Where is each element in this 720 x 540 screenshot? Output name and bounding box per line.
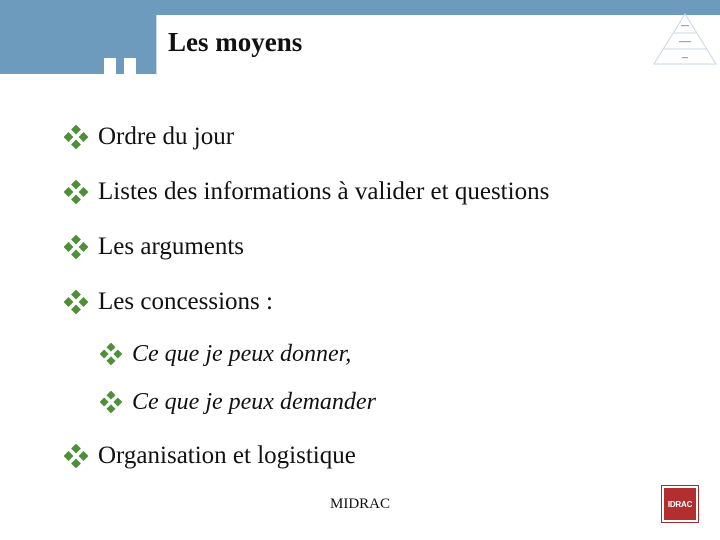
diamond-bullet-icon (100, 391, 122, 413)
diamond-bullet-icon (64, 125, 88, 149)
bullet-text: Les arguments (98, 233, 245, 260)
diamond-bullet-icon (64, 290, 88, 314)
bullet-item (64, 441, 356, 471)
diamond-bullet-icon (64, 180, 88, 204)
sub-bullet-text: Ce que je peux donner, (132, 340, 352, 367)
sub-bullet-text: Ce que je peux demander (132, 388, 376, 415)
diamond-bullet-icon (100, 343, 122, 365)
bullet-item (64, 232, 244, 262)
bullet-item (64, 287, 273, 317)
slide-title: Les moyens (168, 27, 303, 57)
diamond-bullet-icon (64, 444, 88, 468)
sub-bullet-item (100, 339, 351, 369)
bullet-item (64, 122, 234, 152)
bullet-text: Ordre du jour (98, 123, 235, 150)
logo-text: IDRAC (664, 488, 696, 520)
footer-text: MIDRAC (330, 496, 391, 512)
bullet-text: Les concessions : (98, 288, 273, 315)
bullet-item (64, 177, 549, 207)
bullet-text: Listes des informations à valider et questions (98, 178, 550, 205)
idrac-logo (661, 485, 699, 523)
sub-bullet-item (100, 387, 376, 417)
diamond-bullet-icon (64, 235, 88, 259)
bullet-text: Organisation et logistique (98, 442, 356, 469)
